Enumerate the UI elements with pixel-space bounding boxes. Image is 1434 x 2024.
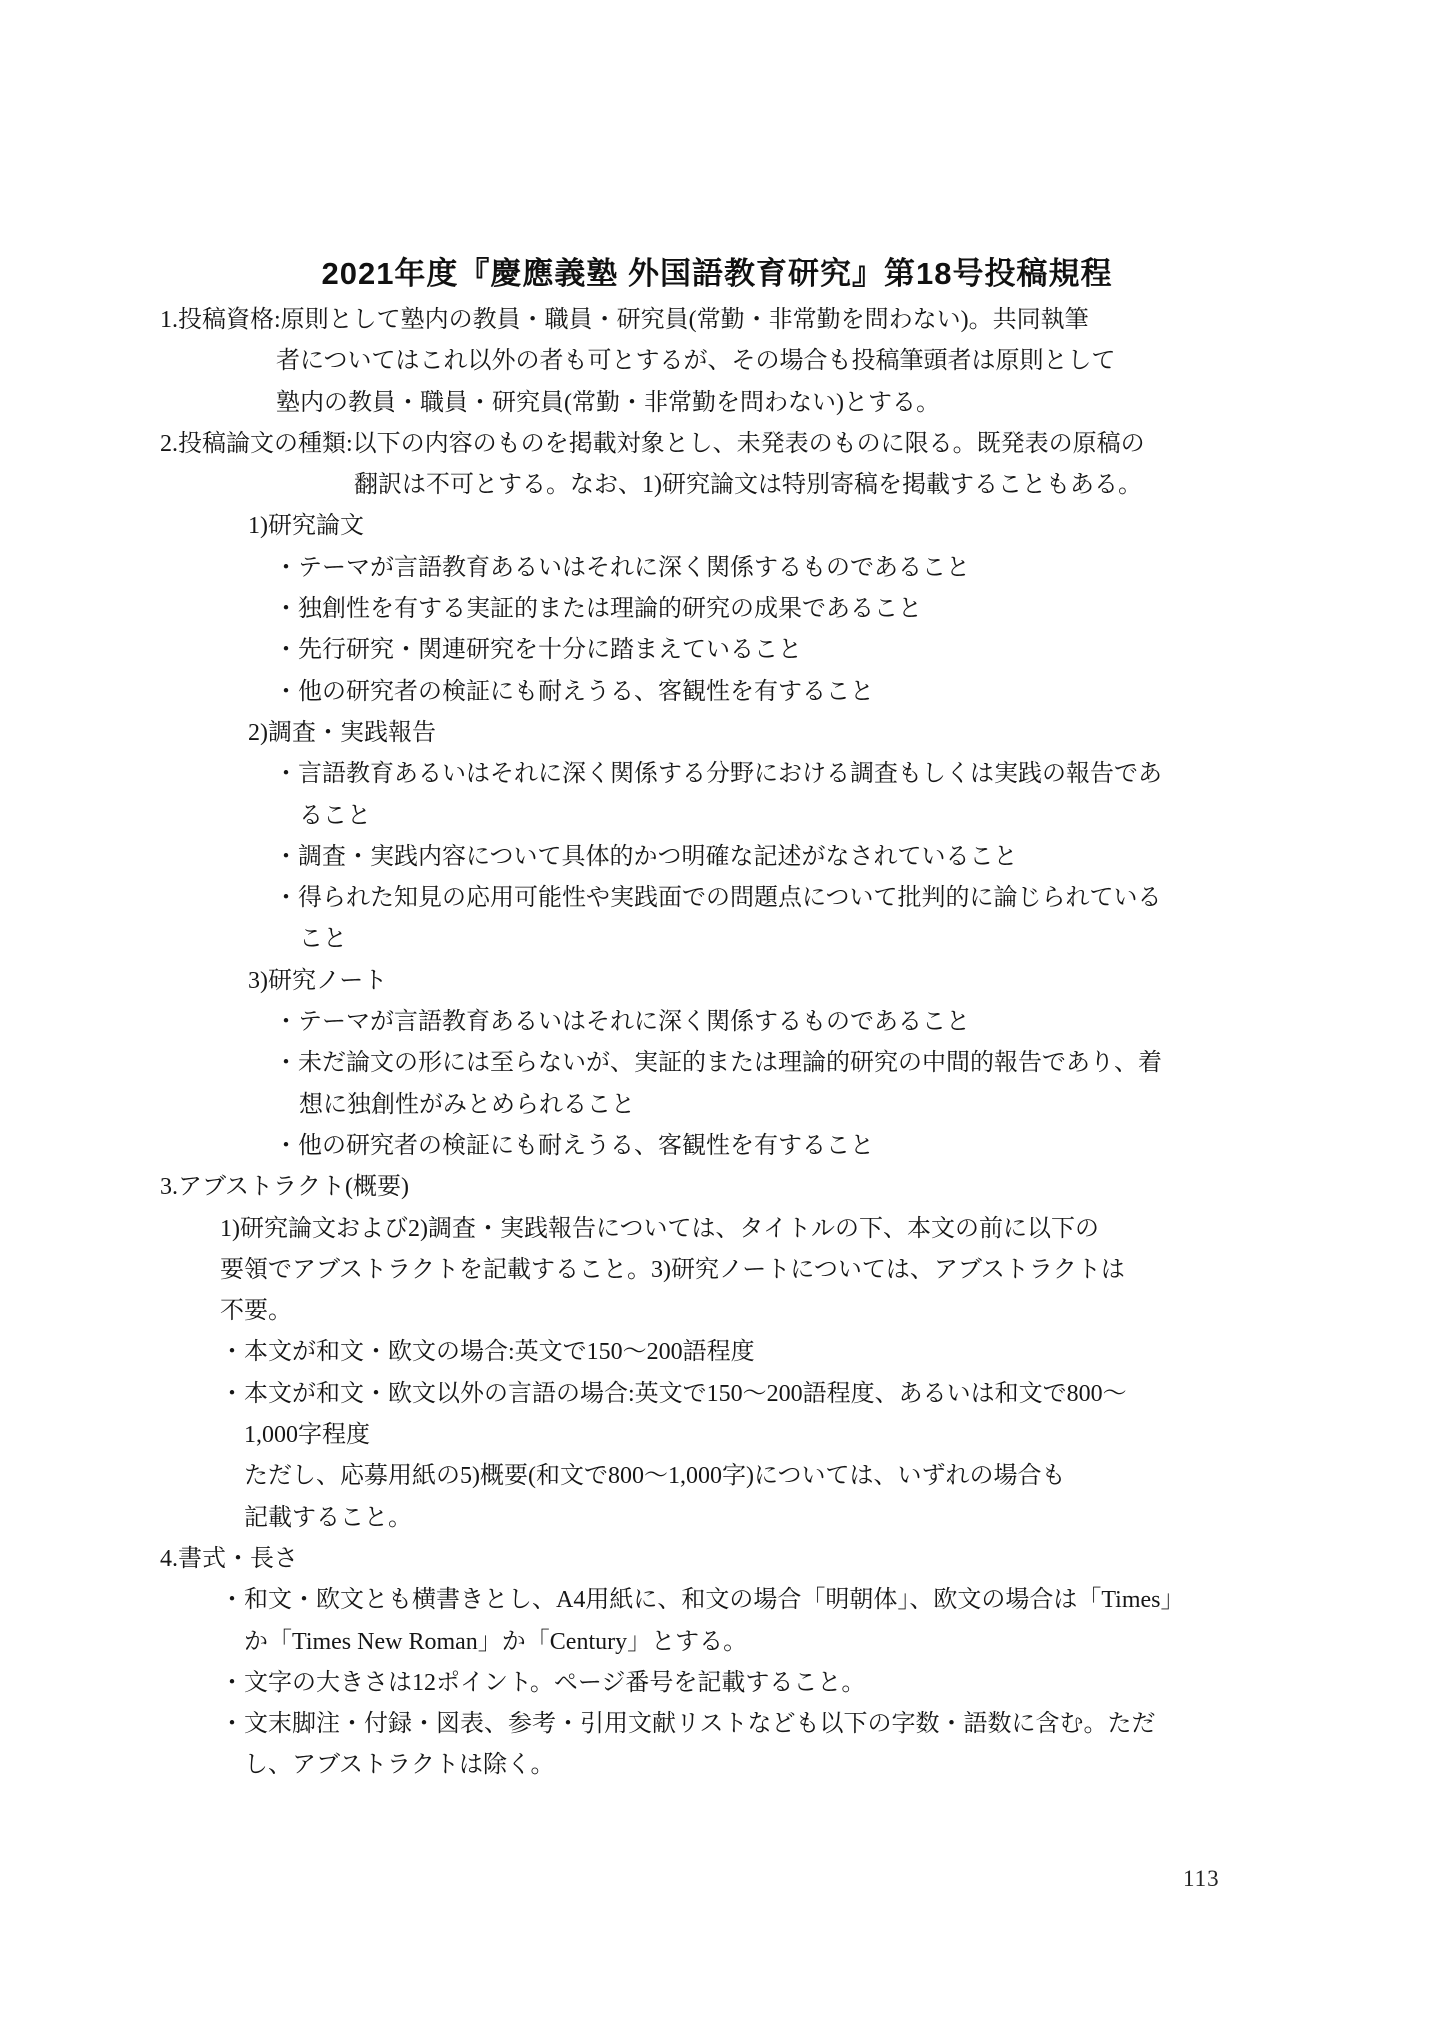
bullet-line: ・独創性を有する実証的または理論的研究の成果であること [274, 596, 922, 623]
subsection-line: 1)研究論文 [248, 513, 364, 540]
bullet-line: ・言語教育あるいはそれに深く関係する分野における調査もしくは実践の報告であ [274, 761, 1162, 788]
continuation-line: ること [299, 802, 371, 829]
section-line: 4.書式・長さ [160, 1545, 298, 1572]
continuation-line: し、アブストラクトは除く。 [244, 1752, 555, 1779]
paragraph-line: 不要。 [220, 1298, 292, 1325]
bullet-line: ・文字の大きさは12ポイント。ページ番号を記載すること。 [220, 1669, 866, 1696]
page-number: 113 [1183, 1866, 1220, 1891]
continuation-line: 者についてはこれ以外の者も可とするが、その場合も投稿筆頭者は原則として [276, 348, 1116, 375]
bullet-line: ・先行研究・関連研究を十分に踏まえていること [274, 637, 802, 664]
continuation-line: 記載すること。 [244, 1504, 412, 1531]
bullet-line: ・本文が和文・欧文以外の言語の場合:英文で150〜200語程度、あるいは和文で800〜 [220, 1380, 1127, 1407]
subsection-line: 2)調査・実践報告 [248, 719, 436, 746]
bullet-line: ・調査・実践内容について具体的かつ明確な記述がなされていること [274, 843, 1018, 870]
bullet-line: ・未だ論文の形には至らないが、実証的または理論的研究の中間的報告であり、着 [274, 1050, 1162, 1077]
bullet-line: ・他の研究者の検証にも耐えうる、客観性を有すること [274, 678, 874, 705]
continuation-line: 1,000字程度 [244, 1422, 370, 1449]
continuation-line: こと [299, 926, 347, 953]
section-line: 2.投稿論文の種類:以下の内容のものを掲載対象とし、未発表のものに限る。既発表の原稿の [160, 430, 1145, 457]
section-line: 1.投稿資格:原則として塾内の教員・職員・研究員(常勤・非常勤を問わない)。共同執筆 [160, 307, 1089, 333]
document-body [160, 300, 1184, 1787]
bullet-line: ・他の研究者の検証にも耐えうる、客観性を有すること [274, 1132, 874, 1159]
section-line: 3.アブストラクト(概要) [160, 1174, 410, 1201]
continuation-line: 塾内の教員・職員・研究員(常勤・非常勤を問わない)とする。 [276, 389, 940, 416]
bullet-line: ・本文が和文・欧文の場合:英文で150〜200語程度 [220, 1339, 755, 1366]
bullet-line: ・和文・欧文とも横書きとし、A4用紙に、和文の場合「明朝体」、欧文の場合は「Times」 [220, 1587, 1185, 1614]
continuation-line: か「Times New Roman」か「Century」とする。 [244, 1628, 748, 1655]
continuation-line: ただし、応募用紙の5)概要(和文で800〜1,000字)については、いずれの場合も [244, 1463, 1066, 1490]
paragraph-line: 1)研究論文および2)調査・実践報告については、タイトルの下、本文の前に以下の [220, 1215, 1100, 1242]
continuation-line: 想に独創性がみとめられること [299, 1091, 635, 1118]
bullet-line: ・テーマが言語教育あるいはそれに深く関係するものであること [274, 1009, 970, 1036]
continuation-line: 翻訳は不可とする。なお、1)研究論文は特別寄稿を掲載することもある。 [354, 472, 1142, 499]
document-title: 2021年度『慶應義塾 外国語教育研究』第18号投稿規程 [321, 256, 1113, 291]
bullet-line: ・文末脚注・付録・図表、参考・引用文献リストなども以下の字数・語数に含む。ただ [220, 1711, 1156, 1738]
bullet-line: ・テーマが言語教育あるいはそれに深く関係するものであること [274, 554, 970, 581]
paragraph-line: 要領でアブストラクトを記載すること。3)研究ノートについては、アブストラクトは [220, 1256, 1125, 1283]
bullet-line: ・得られた知見の応用可能性や実践面での問題点について批判的に論じられている [274, 885, 1162, 912]
subsection-line: 3)研究ノート [248, 967, 388, 994]
